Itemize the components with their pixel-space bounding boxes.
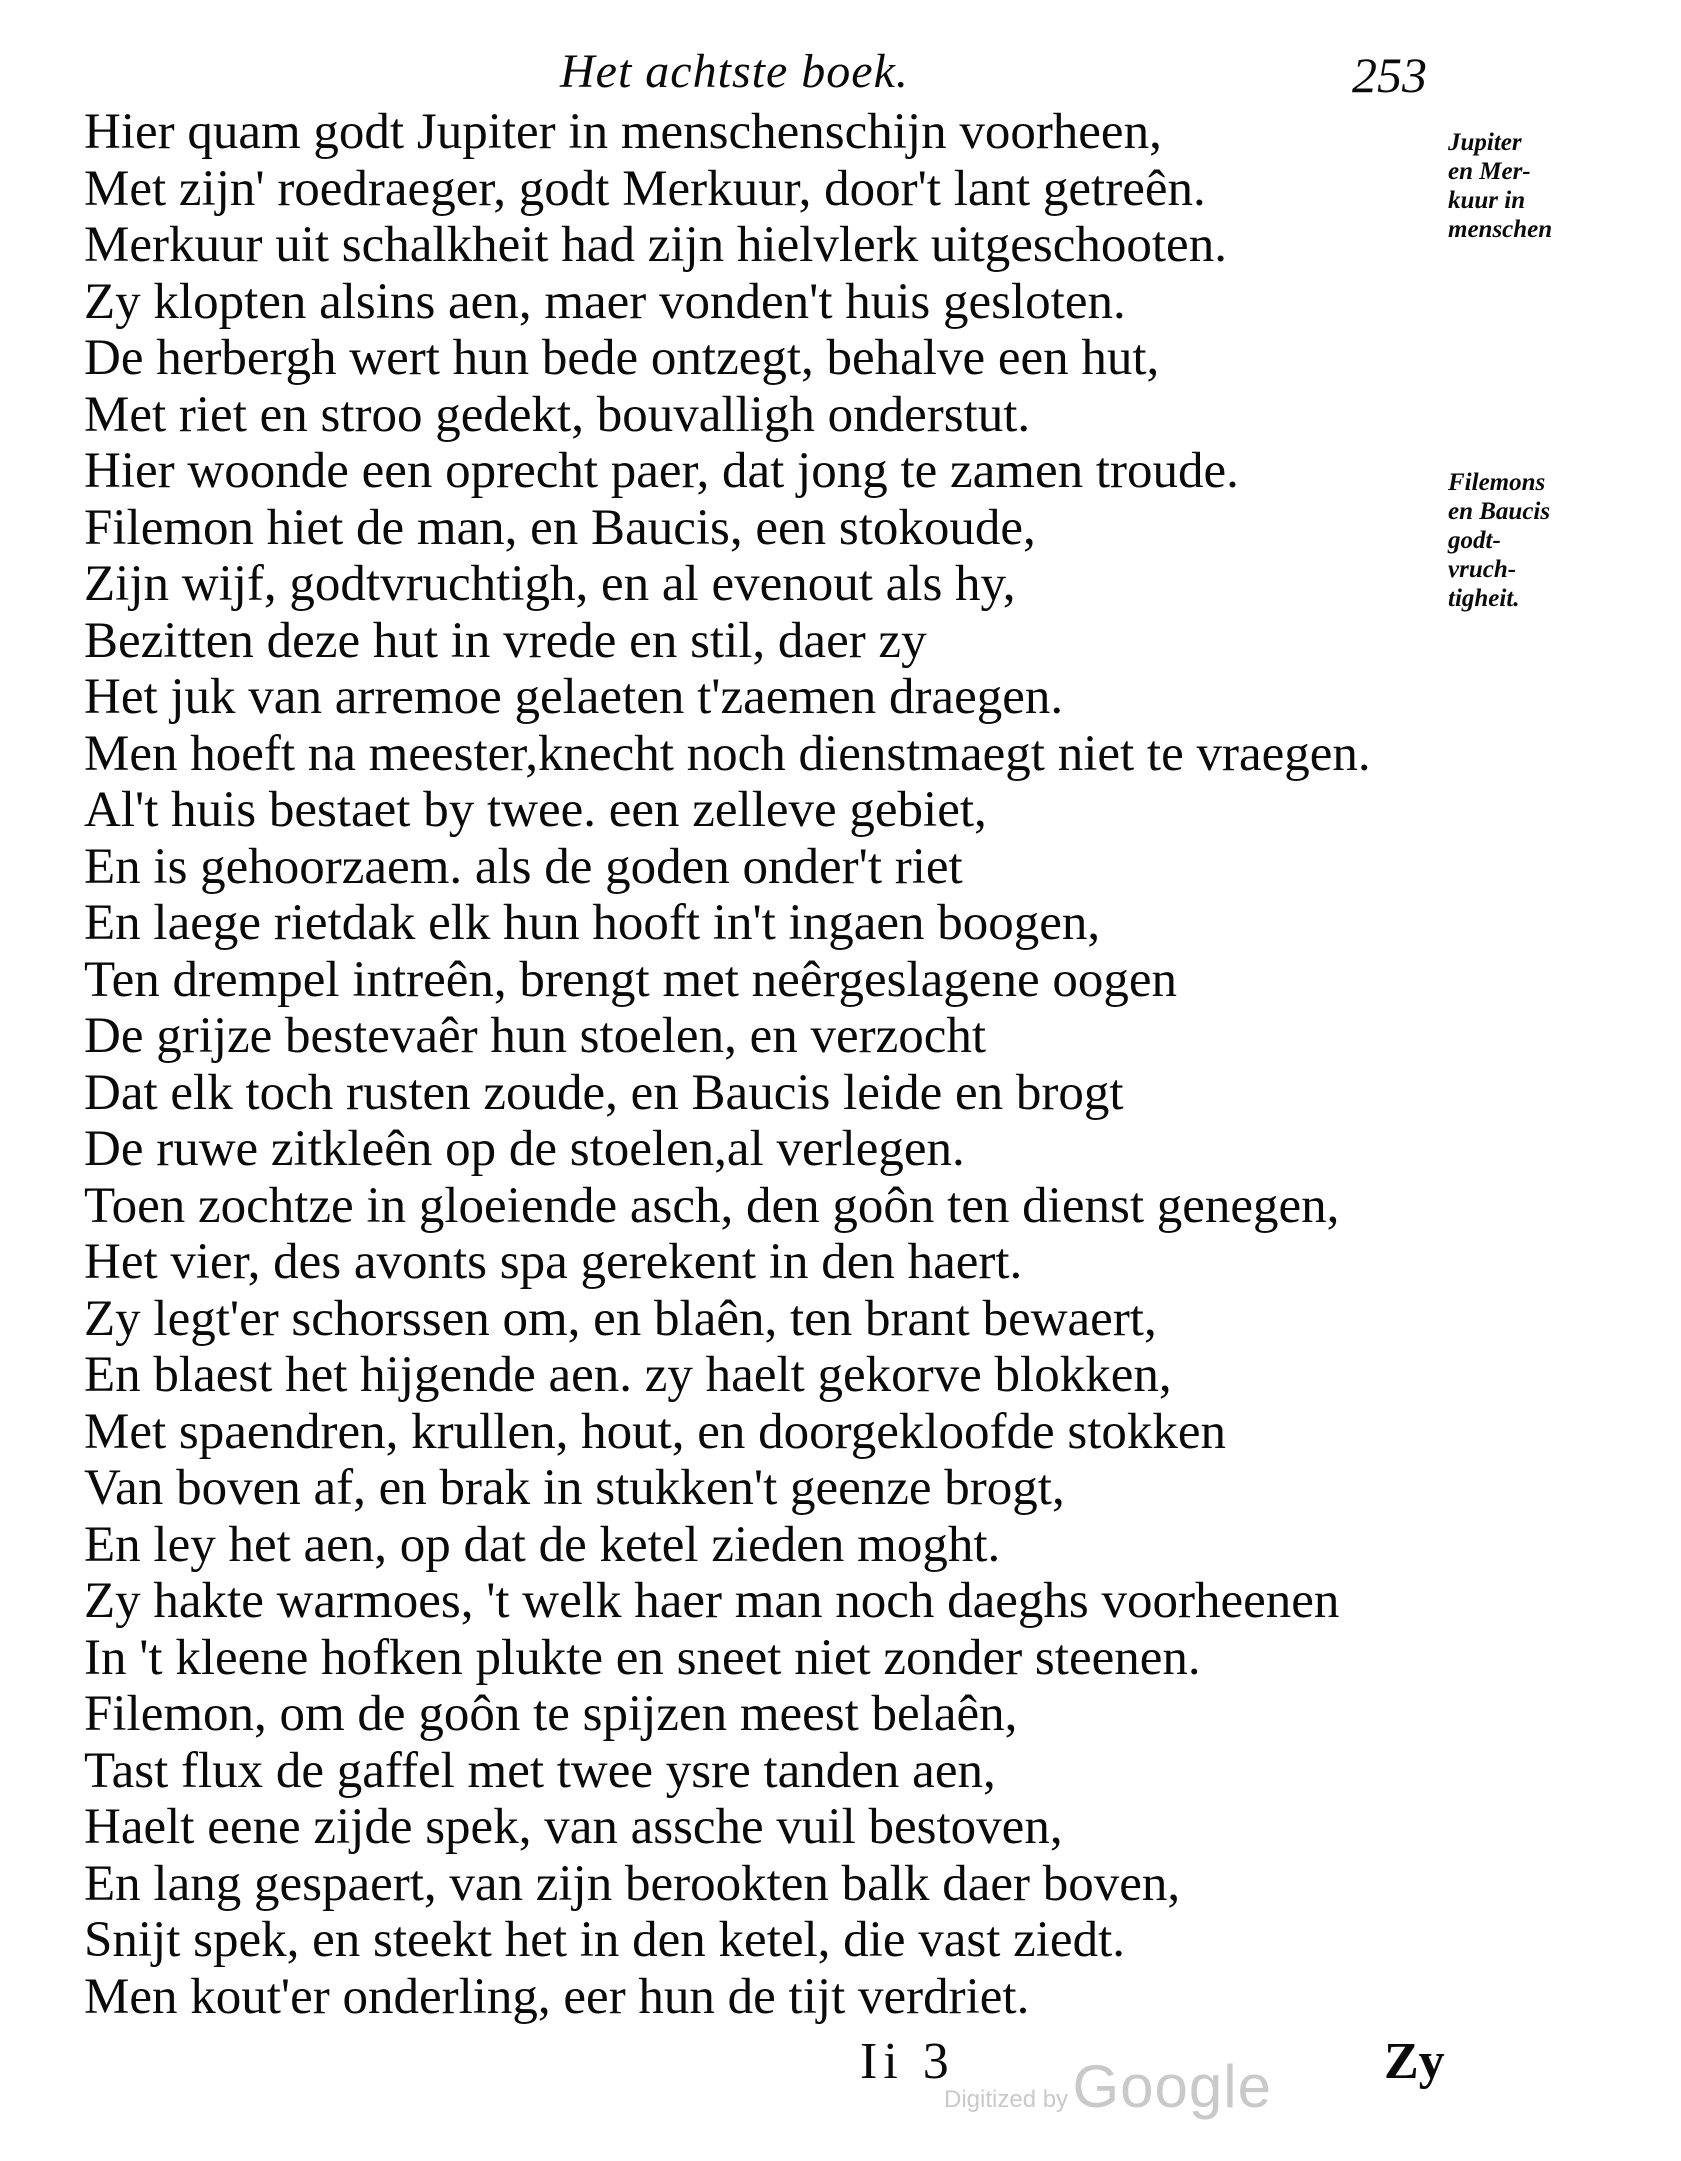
digitized-watermark — [944, 2052, 1272, 2121]
marginal-note-line: menschen — [1448, 216, 1553, 243]
verse-line: De herbergh wert hun bede ontzegt, behalve een hut, — [84, 330, 1160, 386]
running-title: Het achtste boek. — [560, 45, 909, 98]
watermark-prefix: Digitized by — [944, 2086, 1069, 2113]
signature-mark: Ii 3 — [860, 2033, 955, 2090]
verse-line: Merkuur uit schalkheit had zijn hielvlerk uitgeschooten. — [84, 217, 1227, 273]
verse-line: Toen zochtze in gloeiende asch, den goôn ten dienst genegen, — [84, 1177, 1340, 1234]
marginal-note-line: Filemons — [1448, 469, 1546, 496]
marginal-note-line: kuur in — [1448, 187, 1526, 214]
marginal-note-line: godt- — [1448, 527, 1501, 554]
verse-line: Hier quam godt Jupiter in menschenschijn voorheen, — [84, 104, 1162, 160]
verse-line: Haelt eene zijde spek, van assche vuil bestoven, — [84, 1799, 1063, 1855]
page-number: 253 — [1352, 47, 1427, 103]
page-footer — [0, 2032, 1681, 2112]
verse-line: Het vier, des avonts spa gerekent in den haert. — [84, 1234, 1023, 1290]
verse-line: Zy legt'er schorssen om, en blaên, ten brant bewaert, — [84, 1290, 1157, 1347]
verse-line: De grijze bestevaêr hun stoelen, en verzocht — [84, 1008, 987, 1064]
verse-line: Al't huis bestaet by twee. een zelleve gebiet, — [84, 782, 987, 838]
verse-line: Snijt spek, en steekt het in den ketel, die vast ziedt. — [84, 1912, 1125, 1968]
verse-line: En laege rietdak elk hun hooft in't ingaen boogen, — [84, 895, 1101, 951]
verse-line: Ten drempel intreên, brengt met neêrgeslagene oogen — [84, 951, 1177, 1008]
verse-line: De ruwe zitkleên op de stoelen,al verlegen. — [84, 1121, 965, 1177]
verse-line: Men kout'er onderling, eer hun de tijt verdriet. — [84, 1968, 1030, 2025]
verse-line: Tast flux de gaffel met twee ysre tanden aen, — [84, 1742, 996, 1799]
marginal-note-line: vruch- — [1448, 556, 1517, 583]
verse-line: Het juk van arremoe gelaeten t'zaemen draegen. — [84, 669, 1064, 725]
poem-text — [84, 104, 1464, 2025]
verse-line: Dat elk toch rusten zoude, en Baucis leide en brogt — [84, 1064, 1124, 1121]
verse-line: In 't kleene hofken plukte en sneet niet zonder steenen. — [84, 1629, 1201, 1686]
verse-line: Men hoeft na meester,knecht noch dienstmaegt niet te vraegen. — [84, 725, 1371, 782]
verse-line: Bezitten deze hut in vrede en stil, daer zy — [84, 612, 927, 669]
verse-line: En ley het aen, op dat de ketel zieden moght. — [84, 1516, 1001, 1573]
marginal-note-line: en Baucis — [1448, 498, 1551, 525]
marginal-note-line: tigheit. — [1448, 585, 1520, 612]
verse-line: Met zijn' roedraeger, godt Merkuur, door't lant getreên. — [84, 160, 1206, 217]
page-header — [0, 38, 1681, 108]
verse-line: Filemon, om de goôn te spijzen meest belaên, — [84, 1686, 1018, 1742]
verse-line: Filemon hiet de man, en Baucis, een stokoude, — [84, 499, 1036, 556]
verse-line: Hier woonde een oprecht paer, dat jong te zamen troude. — [84, 443, 1239, 499]
verse-line: Met riet en stroo gedekt, bouvalligh onderstut. — [84, 386, 1031, 443]
verse-line: Zy klopten alsins aen, maer vonden't huis gesloten. — [84, 273, 1126, 330]
marginal-note-filemon-baucis — [1448, 468, 1608, 613]
verse-line: Met spaendren, krullen, hout, en doorgekloofde stokken — [84, 1403, 1227, 1460]
watermark-brand: Google — [1072, 2053, 1272, 2120]
verse-line: En is gehoorzaem. als de goden onder't riet — [84, 838, 963, 895]
marginal-note-line: Jupiter — [1448, 129, 1522, 156]
verse-line: En lang gespaert, van zijn berookten balk daer boven, — [84, 1855, 1181, 1912]
verse-line: Zy hakte warmoes, 't welk haer man noch daeghs voorheenen — [84, 1573, 1340, 1629]
verse-line: Van boven af, en brak in stukken't geenze brogt, — [84, 1460, 1065, 1516]
verse-line: Zijn wijf, godtvruchtigh, en al evenout als hy, — [84, 556, 1016, 612]
marginal-note-line: en Mer- — [1448, 158, 1531, 185]
verse-line: En blaest het hijgende aen. zy haelt gekorve blokken, — [84, 1347, 1172, 1403]
catchword: Zy — [1384, 2033, 1445, 2090]
marginal-note-jupiter-merkuur — [1448, 128, 1608, 244]
